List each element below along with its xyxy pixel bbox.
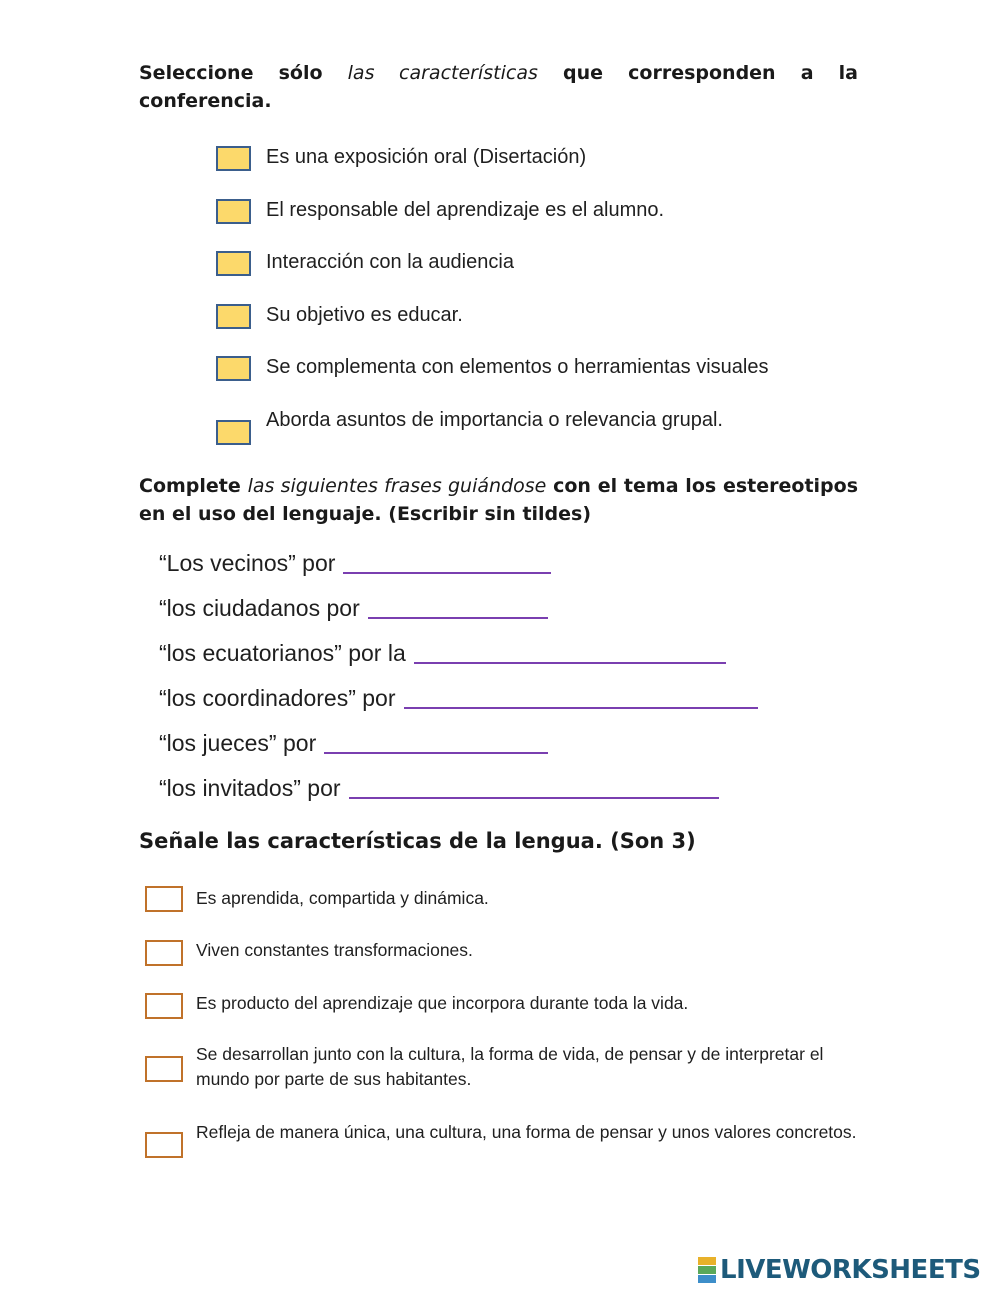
language-checkbox-4[interactable] xyxy=(145,1056,183,1082)
answer-blank-4[interactable] xyxy=(404,687,758,709)
conference-option-2: El responsable del aprendizaje es el alumno. xyxy=(266,199,665,221)
answer-blank-1[interactable] xyxy=(343,552,551,574)
section1-heading xyxy=(139,59,858,115)
logo-mark-icon xyxy=(698,1257,716,1284)
language-checkbox-2[interactable] xyxy=(145,940,183,966)
section1-heading-part2: las características xyxy=(347,62,538,84)
language-option-1: Es aprendida, compartida y dinámica. xyxy=(196,888,489,908)
phrase-5: “los jueces” por xyxy=(159,730,317,756)
section3-heading: Señale las características de la lengua. (Son 3) xyxy=(139,829,696,853)
conference-checkbox-6[interactable] xyxy=(216,420,251,445)
phrase-1: “Los vecinos” por xyxy=(159,550,336,576)
language-option-4: Se desarrollan junto con la cultura, la forma de vida, de pensar y de interpretar el mundo por parte de sus habitantes. xyxy=(196,1044,824,1089)
answer-blank-6[interactable] xyxy=(349,777,719,799)
conference-checkbox-3[interactable] xyxy=(216,251,251,276)
section2-heading xyxy=(139,472,858,528)
language-option-3: Es producto del aprendizaje que incorpora durante toda la vida. xyxy=(196,993,689,1013)
conference-checkbox-5[interactable] xyxy=(216,356,251,381)
conference-checkbox-4[interactable] xyxy=(216,304,251,329)
phrase-row-3 xyxy=(159,640,726,667)
phrase-4: “los coordinadores” por xyxy=(159,685,396,711)
phrase-2: “los ciudadanos por xyxy=(159,595,360,621)
phrase-6: “los invitados” por xyxy=(159,775,341,801)
language-option-5: Refleja de manera única, una cultura, una forma de pensar y unos valores concretos. xyxy=(196,1122,857,1142)
conference-option-3: Interacción con la audiencia xyxy=(266,251,514,273)
section1-heading-part1: Seleccione sólo xyxy=(139,62,348,84)
phrase-row-5 xyxy=(159,730,548,757)
section2-heading-part1: Complete xyxy=(139,475,248,497)
conference-option-4: Su objetivo es educar. xyxy=(266,304,463,326)
conference-option-5: Se complementa con elementos o herramientas visuales xyxy=(266,356,769,378)
logo-text: LIVEWORKSHEETS xyxy=(720,1255,981,1285)
phrase-3: “los ecuatorianos” por la xyxy=(159,640,406,666)
conference-option-1: Es una exposición oral (Disertación) xyxy=(266,146,587,168)
phrase-row-4 xyxy=(159,685,758,712)
answer-blank-3[interactable] xyxy=(414,642,726,664)
answer-blank-2[interactable] xyxy=(368,597,548,619)
language-checkbox-5[interactable] xyxy=(145,1132,183,1158)
phrase-row-6 xyxy=(159,775,719,802)
section2-heading-part2: las siguientes frases guiándose xyxy=(247,475,547,497)
conference-option-6: Aborda asuntos de importancia o relevancia grupal. xyxy=(266,409,723,431)
phrase-row-1 xyxy=(159,550,551,577)
language-checkbox-3[interactable] xyxy=(145,993,183,1019)
language-checkbox-1[interactable] xyxy=(145,886,183,912)
answer-blank-5[interactable] xyxy=(324,732,548,754)
phrase-row-2 xyxy=(159,595,548,622)
section1-heading-part3: que corresponden a la conferencia. xyxy=(139,62,858,112)
language-option-2: Viven constantes transformaciones. xyxy=(196,940,473,960)
liveworksheets-logo xyxy=(698,1255,981,1285)
section2-heading-part3: con el tema los estereotipos en el uso del lenguaje. (Escribir sin tildes) xyxy=(139,475,858,525)
conference-checkbox-2[interactable] xyxy=(216,199,251,224)
conference-checkbox-1[interactable] xyxy=(216,146,251,171)
